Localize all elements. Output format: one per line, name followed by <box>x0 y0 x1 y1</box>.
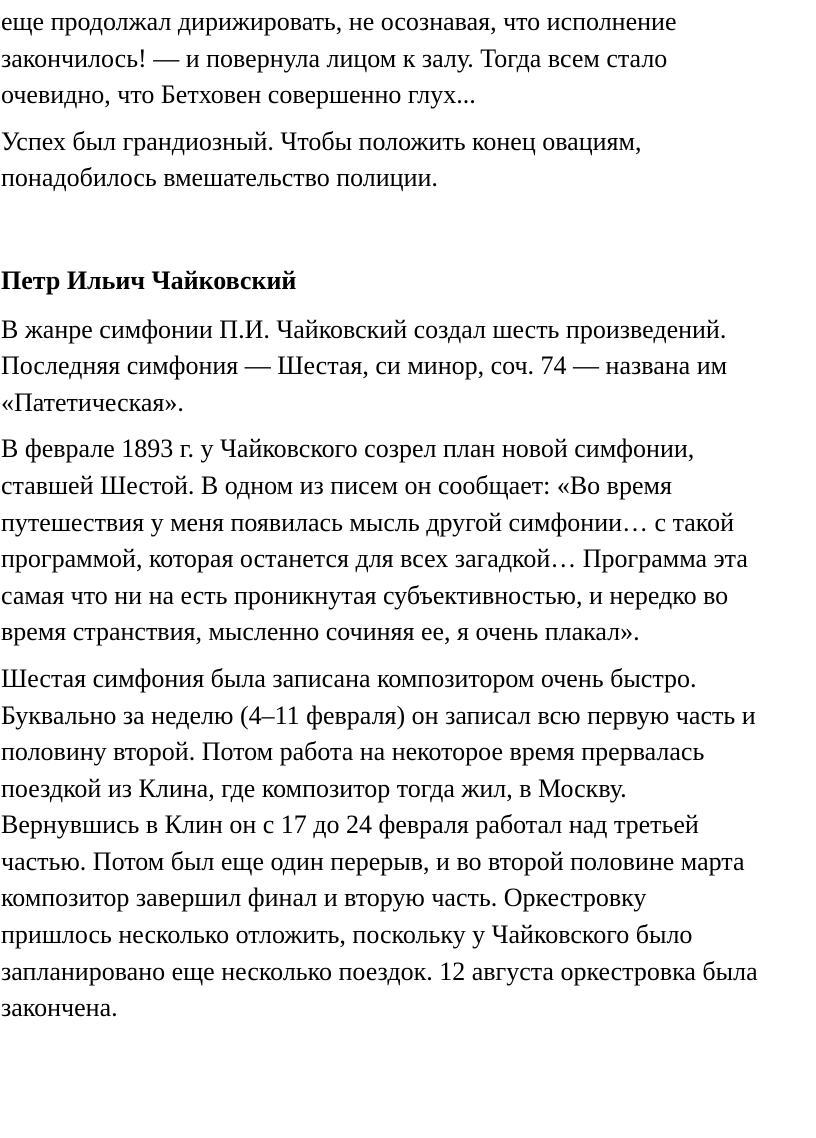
text-line: «Патетическая». <box>1 387 184 417</box>
text-line: половину второй. Потом работа на некоторое время прервалась <box>1 737 705 767</box>
text-line: В жанре симфонии П.И. Чайковский создал шесть произведений. <box>1 314 727 344</box>
section-spacer <box>1 207 816 263</box>
section-heading: Петр Ильич Чайковский <box>1 265 297 295</box>
paragraph-symphony-genre <box>1 312 816 422</box>
paragraph-sixth-plan <box>1 431 816 651</box>
text-line: Вернувшись в Клин он с 17 до 24 февраля работал над третьей <box>1 810 699 840</box>
text-line: частью. Потом был еще один перерыв, и во второй половине марта <box>1 846 745 876</box>
text-line: закончилось! — и повернула лицом к залу. Тогда всем стало <box>1 43 668 73</box>
text-line: ставшей Шестой. В одном из писем он сообщает: «Во время <box>1 470 672 500</box>
text-line: композитор завершил финал и вторую часть. Оркестровку <box>1 883 647 913</box>
text-line: Последняя симфония — Шестая, си минор, соч. 74 — названа им <box>1 351 728 381</box>
paragraph-sixth-writing <box>1 661 816 1027</box>
paragraph-success <box>1 124 816 197</box>
text-line: время странствия, мысленно сочиняя ее, я очень плакал». <box>1 617 640 647</box>
text-line: запланировано еще несколько поездок. 12 августа оркестровка была <box>1 956 758 986</box>
text-line: Буквально за неделю (4–11 февраля) он записал всю первую часть и <box>1 700 756 730</box>
text-line: пришлось несколько отложить, поскольку у Чайковского было <box>1 920 693 950</box>
text-line: закончена. <box>1 993 118 1023</box>
text-line: понадобилось вмешательство полиции. <box>1 163 438 193</box>
text-line: еще продолжал дирижировать, не осознавая, что исполнение <box>1 7 677 36</box>
paragraph-beethoven-deafness <box>1 4 816 114</box>
text-line: программой, которая останется для всех загадкой… Программа эта <box>1 544 748 574</box>
text-line: путешествия у меня появилась мысль другой симфонии… с такой <box>1 507 735 537</box>
text-line: поездкой из Клина, где композитор тогда жил, в Москву. <box>1 773 627 803</box>
text-line: Успех был грандиозный. Чтобы положить конец овациям, <box>1 126 642 156</box>
text-line: В феврале 1893 г. у Чайковского созрел план новой симфонии, <box>1 434 695 464</box>
text-line: очевидно, что Бетховен совершенно глух... <box>1 80 476 110</box>
text-line: самая что ни на есть проникнутая субъективностью, и нередко во <box>1 580 729 610</box>
text-line: Шестая симфония была записана композитором очень быстро. <box>1 663 697 693</box>
